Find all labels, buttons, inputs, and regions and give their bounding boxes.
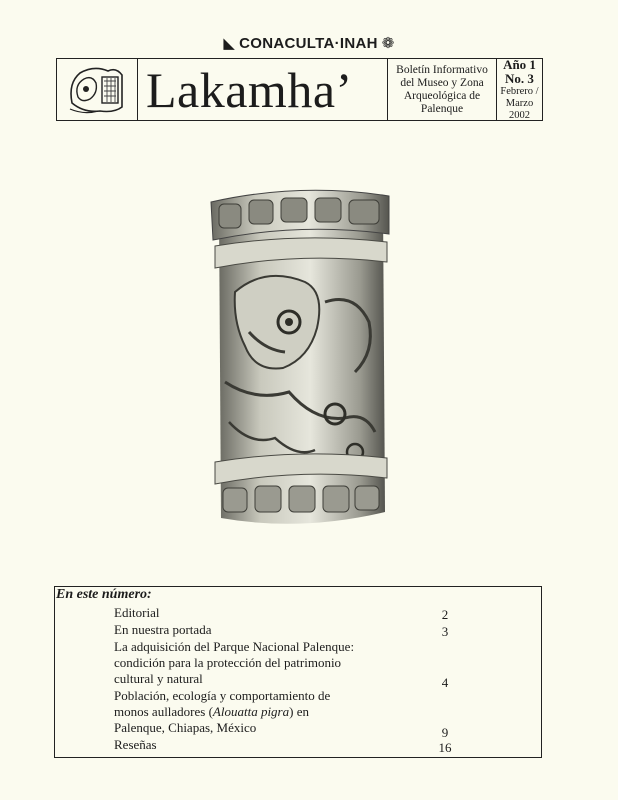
toc-entry-portada — [114, 622, 414, 638]
conaculta-emblem-icon: ❁ — [381, 35, 395, 52]
toc-entry-resenas — [114, 737, 414, 753]
description-line: Palenque — [420, 102, 464, 115]
cover-photo-carved-cylinder — [205, 182, 395, 538]
toc-heading: En este número: — [56, 587, 152, 602]
newsletter-description — [388, 59, 497, 120]
toc-entry-monos — [114, 688, 414, 736]
description-line: del Museo y Zona — [400, 76, 484, 89]
toc-page-number: 2 — [441, 607, 449, 622]
issue-year: Año 1 — [503, 56, 536, 72]
toc-page-number: 3 — [441, 624, 449, 639]
description-line: Arqueológica de — [403, 89, 481, 102]
toc-entry-adquisicion — [114, 639, 414, 687]
issue-date: Febrero / — [500, 85, 539, 97]
toc-entry-title: cultural y natural — [114, 671, 203, 686]
masthead — [56, 58, 543, 121]
toc-entry-title: condición para la protección del patrimonio — [114, 655, 342, 670]
toc-entry-title: Población, ecología y comportamiento de — [114, 688, 331, 703]
toc-entry-title: monos aulladores (Alouatta pigra) en — [114, 704, 309, 719]
toc-entry-title: Reseñas — [114, 737, 157, 752]
toc-entry-editorial — [114, 605, 414, 621]
toc-page-number: 9 — [441, 725, 449, 740]
inah-logo-icon: ◣ — [223, 35, 236, 52]
species-name: Alouatta pigra — [212, 704, 290, 719]
toc-page-number: 16 — [438, 740, 452, 755]
issue-info — [497, 56, 542, 121]
toc-entry-title: Palenque, Chiapas, México — [114, 720, 257, 735]
publisher-name: CONACULTA·INAH — [239, 35, 378, 52]
toc-entry-title: Editorial — [114, 605, 160, 620]
description-line: Boletín Informativo — [396, 63, 488, 76]
glyph-logo-icon — [57, 59, 138, 120]
table-of-contents — [54, 586, 542, 758]
toc-entry-title: La adquisición del Parque Nacional Palenque: — [114, 639, 355, 654]
newsletter-title: Lakamha’ — [138, 59, 388, 120]
toc-page-number: 4 — [441, 675, 449, 690]
publisher-header — [0, 34, 618, 52]
issue-date: Marzo 2002 — [505, 97, 534, 121]
issue-number: No. 3 — [505, 70, 534, 86]
toc-entry-title: En nuestra portada — [114, 622, 212, 637]
